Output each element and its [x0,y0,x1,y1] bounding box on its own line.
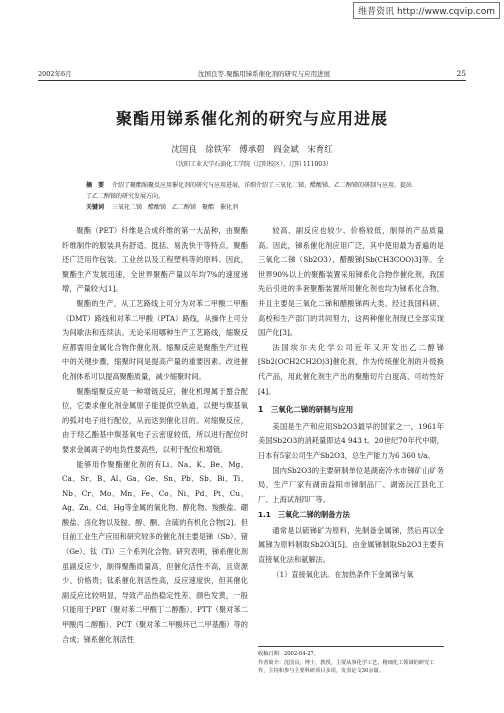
abstract-body [86,180,416,202]
author-list: 沈国良 徐铁军 傅承碧 阎金斌 宋育红 [171,145,333,155]
keywords-line [86,202,416,213]
affiliation: （沈阳工业大学石油化工学院（辽阳校区），辽阳 111003） [172,161,332,168]
body-paragraph: 聚酯的生产，从工艺路线上可分为对苯二甲酸二甲酯（DMT）路线和对苯二甲酸（PTA）路线，从操作上可分为间歇法和连续法。无论采用哪种生产工艺路线，缩聚反应都需用金属化合物作催化剂。缩聚反应是聚酯生产过程中的关键步骤，缩聚时间是提高产量的重要因素。改进催化剂体系可以提高聚酯质量，减少缩聚时间。 [62,298,248,381]
body-paragraph: 聚酯缩聚反应是一种增链反应，催化机理属于螯合配位，它要求催化剂金属原子能提供空轨道，以便与羰基氧的弧对电子进行配位，从而达到催化目的。对缩聚反应，由于羟乙酯基中羰基氧电子云密度较低，所以进行配位时要求金属离子的电负性要高些，以利于配位和增链。 [62,386,248,454]
body-paragraph: 通常是以硫锑矿为原料，先制备金属锑，然后再以金属锑为原料制取Sb2O3[5]。由金属锑制取Sb2O3主要有直接氧化法和氨解法。 [258,525,444,565]
body-paragraph: 聚酯（PET）纤维是合成纤维的第一大品种，由聚酯纤维制作的服装具有舒适、挺括、易洗快干等特点。聚酯还广泛用作包装、工业丝以及工程塑料等的原料。因此，聚酯生产发展迅速，全世界聚酯产量以年均7%的速度递增，产量较大[1]。 [62,226,248,294]
page-number: 25 [456,68,466,78]
body-paragraph: 较高、副反应也较少、价格较低，制得的产品质量高。因此，锑系催化剂应用广泛，其中使用最为普遍的是三氧化二锑（Sb2O3）、醋酸锑[Sb(CH3COO)3]等。全世界90%以上的聚酯装置采用锑系化合物作催化剂，我国先后引进的多套聚酯装置所用催化剂也均为锑系化合物，并且主要是三氧化二锑和醋酸锑两大类。经过我国科研、高校和生产部门的共同努力，这两种催化剂现已全部实现国产化[3]。 [258,226,444,338]
issue-date: 2002年6月 [38,69,72,78]
body-paragraph: 法国埃尔夫化学公司近年又开发出乙二醇锑[Sb2(OCH2CH2O)3]催化剂，作为传统催化剂的升级换代产品，用此催化剂生产出的聚酯切片白度高、可纺性好[4]。 [258,342,444,396]
right-column [258,224,444,582]
body-paragraph: 美国是生产和应用Sb2O3最早的国家之一，1961年美国Sb2O3的消耗量即达4 943 t。20世纪70年代中期，日本有5家公司生产Sb2O3，总生产能力为6 360 t/a。 [258,421,444,460]
running-head [38,66,466,81]
body-paragraph: 能够用作聚酯催化剂的有Li、Na、K、Be、Mg、Ca、Sr、B、Al、Ga、Ge、Sn、Pb、Sb、Bi、Ti、Nb、Cr、Mo、Mn、Fe、Co、Ni、Pd、Pt、Cu、Ag、Zn、Cd、Hg等金属的氧化物、醇化物、羧酸盐、硼酸盐、卤化物以及胺、醇、酮、含硫的有机化合物[2]。但目前工业生产应用和研究较多的催化剂主要是锑（Sb）、锗（Ge）、钛（Ti）三个系列化合物。研究表明，锑系催化剂虽副反应少，制得聚酯质量高，但催化活性不高，且资源少、价格贵；钛系催化剂活性高，反应速度快，但其催化副反应比较明显，导致产品热稳定性差、颜色发黄，一般只能用于PBT（聚对苯二甲酸丁二醇酯）、PTT（聚对苯二甲酸丙二醇酯）、PCT（聚对苯二甲酸环已二甲基酯）等的合成；锑系催化剂活性 [62,459,248,644]
keywords-text: 三氧化二锑 醋酸锑 乙二醇锑 聚酯 催化剂 [111,204,238,211]
left-column [62,224,248,647]
abstract-label: 摘 要 [86,182,105,189]
footnote [258,646,444,676]
running-head-journal: 沈国良等.聚酯用锑系催化剂的研究与应用进展 [198,69,331,78]
watermark-banner: 维普资讯 http://www.cqvip.com [353,2,500,19]
section-heading: 1 三氧化二锑的研制与应用 [258,405,354,415]
keywords-label: 关键词 [86,204,105,211]
abstract-block [86,180,416,213]
body-paragraph: 国内Sb2O3的主要研制单位是湖南冷水市锑矿山矿务局，生产厂家有湖南益阳市锑制品厂、湖南沅江县化工厂、上海试剂四厂等。 [258,465,444,504]
body-paragraph: （1）直接氧化法。在加热条件下金属锑与氧 [272,569,414,579]
author-bio: 作者简介：沈国良，博士，教授，主要从事化学工艺、精细化工领域的研究工作，主持和参与主要科研项目多项，发表论文30余篇。 [258,659,435,674]
subsection-heading: 1.1 三氧化二锑的制备方法 [258,510,350,520]
received-date: 收稿日期：2002-04-27。 [258,651,320,657]
article-title: 聚酯用锑系催化剂的研究与应用进展 [115,109,388,128]
abstract-text: 介绍了聚酯缩聚反应用催化剂的研究与应用进展，详细介绍了三氧化二锑、醋酸锑、乙二醇锑的研制与应用，提出了乙二醇锑的研究发展方向。 [86,182,412,200]
